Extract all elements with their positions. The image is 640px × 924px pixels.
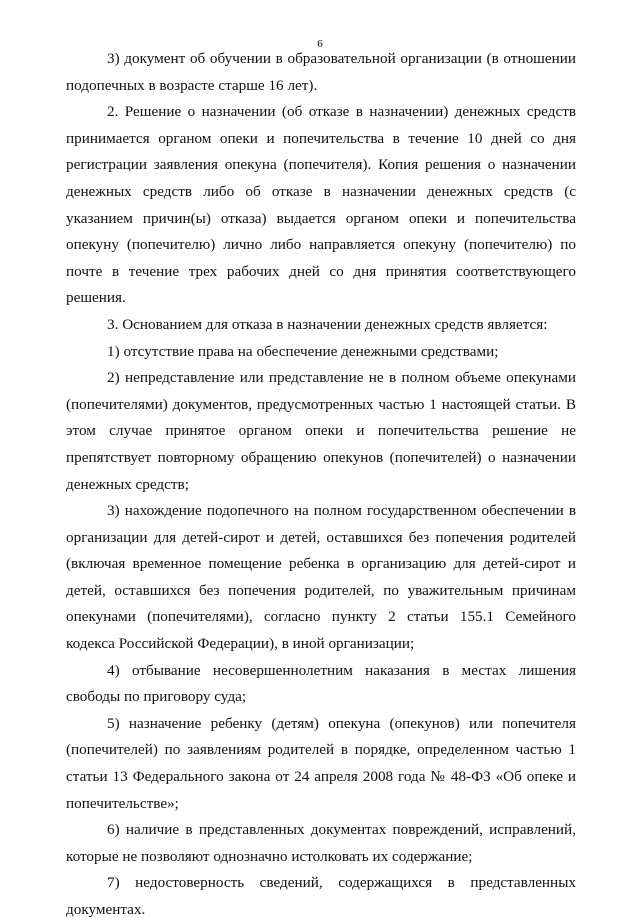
paragraph-section-2-decision: 2. Решение о назначении (об отказе в назначении) денежных средств принимается органом опеки и попечительства в течение 10 дней со дня регистрации заявления опекуна (попечителя). Копия решения о назначении денежных средств либо об отказе в назначении денежных средств (с указанием причин(ы) отказа) выдается органом опеки и попечительства опекуну (попечителю) лично либо направляется опекуну (попечителю) по почте в течение трех рабочих дней со дня принятия соответствующего решения.: [66, 103, 576, 307]
paragraph-ground-7: 7) недостоверность сведений, содержащихся в представленных документах.: [66, 874, 576, 918]
page-number: 6: [317, 38, 323, 50]
paragraph-ground-2: 2) непредставление или представление не в полном объеме опекунами (попечителями) документов, предусмотренных частью 1 настоящей статьи. В этом случае принятое органом опеки и попечительства решение не препятствует повторному обращению опекунов (попечителей) о назначении денежных средств;: [66, 369, 576, 493]
paragraph-ground-4: 4) отбывание несовершеннолетним наказания в местах лишения свободы по приговору суда;: [66, 661, 576, 706]
paragraph-item-3-document-education: 3) документ об обучении в образовательной организации (в отношении подопечных в возрасте старше 16 лет).: [66, 50, 576, 94]
paragraph-ground-3: 3) нахождение подопечного на полном государственном обеспечении в организации для детей-сирот и детей, оставшихся без попечения родителей (включая временное помещение ребенка в организацию для детей-сирот и детей, оставшихся без попечения родителей, по уважительным причинам опекунами (попечителями), согласно пункту 2 статьи 155.1 Семейного кодекса Российской Федерации), в иной организации;: [66, 502, 576, 653]
paragraph-section-3-refusal-grounds: 3. Основанием для отказа в назначении денежных средств является:: [107, 315, 548, 333]
paragraph-ground-6: 6) наличие в представленных документах повреждений, исправлений, которые не позволяют однозначно истолковать их содержание;: [66, 821, 576, 865]
document-body: [66, 46, 576, 924]
paragraph-ground-5: 5) назначение ребенку (детям) опекуна (опекунов) или попечителя (попечителей) по заявлениям родителей в порядке, определенном частью 1 статьи 13 Федерального закона от 24 апреля 2008 года № 48-ФЗ «Об опеке и попечительстве»;: [66, 714, 576, 812]
paragraph-ground-1: 1) отсутствие права на обеспечение денежными средствами;: [107, 342, 499, 360]
